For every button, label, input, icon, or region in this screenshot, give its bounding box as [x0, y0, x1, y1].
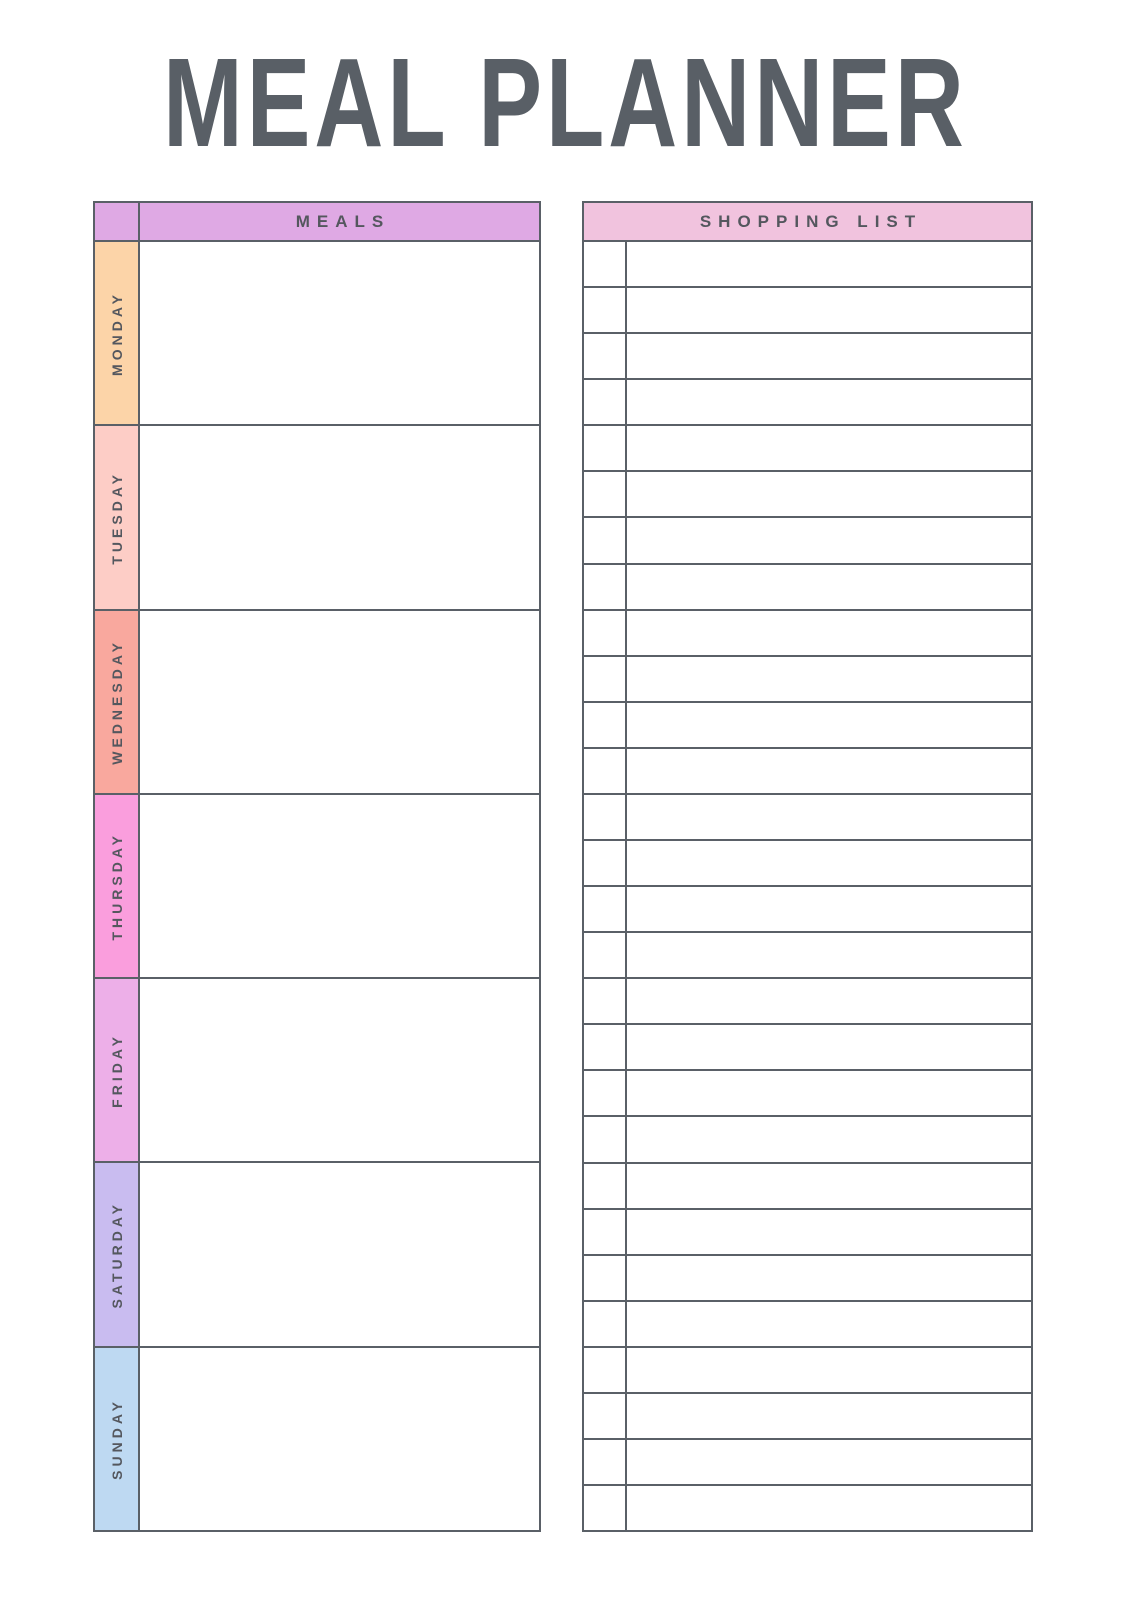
shopping-row: [584, 565, 1031, 611]
shopping-row: [584, 1164, 1031, 1210]
item-cell: [627, 887, 1031, 931]
item-cell: [627, 1025, 1031, 1069]
item-cell: [627, 933, 1031, 977]
shopping-row: [584, 887, 1031, 933]
day-row-saturday: [95, 1163, 539, 1347]
shopping-row: [584, 518, 1031, 564]
day-rows: [95, 242, 539, 1530]
checkbox-cell: [584, 472, 627, 516]
checkbox-cell: [584, 703, 627, 747]
shopping-row: [584, 611, 1031, 657]
item-cell: [627, 426, 1031, 470]
checkbox-cell: [584, 933, 627, 977]
checkbox-cell: [584, 334, 627, 378]
shopping-row: [584, 1071, 1031, 1117]
shopping-row: [584, 657, 1031, 703]
shopping-row: [584, 1486, 1031, 1530]
shopping-row: [584, 380, 1031, 426]
shopping-list-header: [584, 203, 1031, 242]
checkbox-cell: [584, 1256, 627, 1300]
day-label-saturday: [95, 1163, 140, 1345]
shopping-row: [584, 1440, 1031, 1486]
checkbox-cell: [584, 288, 627, 332]
checkbox-cell: [584, 518, 627, 562]
meal-cell-saturday: [140, 1163, 539, 1345]
checkbox-cell: [584, 1440, 627, 1484]
day-row-wednesday: [95, 611, 539, 795]
shopping-row: [584, 472, 1031, 518]
checkbox-cell: [584, 426, 627, 470]
item-cell: [627, 657, 1031, 701]
item-cell: [627, 472, 1031, 516]
checkbox-cell: [584, 1210, 627, 1254]
item-cell: [627, 979, 1031, 1023]
item-cell: [627, 1210, 1031, 1254]
checkbox-cell: [584, 242, 627, 286]
shopping-row: [584, 288, 1031, 334]
item-cell: [627, 288, 1031, 332]
page-title-text: MEAL PLANNER: [163, 32, 968, 173]
day-label-thursday: [95, 795, 140, 977]
meals-header-day-corner: [95, 203, 140, 240]
day-label-text-sunday: SUNDAY: [108, 1397, 125, 1480]
checkbox-cell: [584, 1348, 627, 1392]
shopping-row: [584, 841, 1031, 887]
checkbox-cell: [584, 749, 627, 793]
shopping-row: [584, 1256, 1031, 1302]
item-cell: [627, 1164, 1031, 1208]
shopping-row: [584, 703, 1031, 749]
checkbox-cell: [584, 887, 627, 931]
meal-cell-sunday: [140, 1348, 539, 1530]
item-cell: [627, 1348, 1031, 1392]
checkbox-cell: [584, 1394, 627, 1438]
shopping-row: [584, 242, 1031, 288]
day-label-friday: [95, 979, 140, 1161]
day-label-text-monday: MONDAY: [108, 290, 125, 376]
checkbox-cell: [584, 841, 627, 885]
checkbox-cell: [584, 795, 627, 839]
meal-cell-thursday: [140, 795, 539, 977]
item-cell: [627, 1394, 1031, 1438]
shopping-rows: [584, 242, 1031, 1530]
item-cell: [627, 1071, 1031, 1115]
checkbox-cell: [584, 1164, 627, 1208]
meal-cell-tuesday: [140, 426, 539, 608]
day-row-sunday: [95, 1348, 539, 1530]
meal-cell-friday: [140, 979, 539, 1161]
item-cell: [627, 749, 1031, 793]
meals-table: [93, 201, 541, 1532]
item-cell: [627, 1486, 1031, 1530]
shopping-row: [584, 933, 1031, 979]
day-row-monday: [95, 242, 539, 426]
item-cell: [627, 1256, 1031, 1300]
item-cell: [627, 841, 1031, 885]
item-cell: [627, 1440, 1031, 1484]
day-label-monday: [95, 242, 140, 424]
shopping-row: [584, 426, 1031, 472]
shopping-row: [584, 795, 1031, 841]
shopping-row: [584, 334, 1031, 380]
shopping-row: [584, 1117, 1031, 1163]
meal-cell-wednesday: [140, 611, 539, 793]
day-label-text-wednesday: WEDNESDAY: [108, 638, 125, 765]
shopping-row: [584, 1348, 1031, 1394]
shopping-row: [584, 1210, 1031, 1256]
day-label-sunday: [95, 1348, 140, 1530]
day-label-text-friday: FRIDAY: [108, 1032, 125, 1108]
shopping-row: [584, 979, 1031, 1025]
checkbox-cell: [584, 1302, 627, 1346]
meals-header: [95, 203, 539, 242]
shopping-list-header-label: SHOPPING LIST: [699, 211, 923, 231]
item-cell: [627, 703, 1031, 747]
page-title: [0, 32, 1131, 173]
shopping-row: [584, 749, 1031, 795]
checkbox-cell: [584, 565, 627, 609]
day-row-thursday: [95, 795, 539, 979]
checkbox-cell: [584, 1486, 627, 1530]
day-label-text-saturday: SATURDAY: [108, 1200, 125, 1309]
item-cell: [627, 795, 1031, 839]
shopping-row: [584, 1302, 1031, 1348]
day-label-text-thursday: THURSDAY: [108, 831, 125, 941]
checkbox-cell: [584, 1117, 627, 1161]
item-cell: [627, 380, 1031, 424]
day-label-text-tuesday: TUESDAY: [108, 470, 125, 565]
day-label-tuesday: [95, 426, 140, 608]
day-row-friday: [95, 979, 539, 1163]
meals-header-label: MEALS: [295, 211, 391, 231]
item-cell: [627, 611, 1031, 655]
checkbox-cell: [584, 611, 627, 655]
shopping-list-table: [582, 201, 1033, 1532]
item-cell: [627, 1302, 1031, 1346]
item-cell: [627, 242, 1031, 286]
checkbox-cell: [584, 979, 627, 1023]
checkbox-cell: [584, 1025, 627, 1069]
checkbox-cell: [584, 657, 627, 701]
item-cell: [627, 334, 1031, 378]
shopping-row: [584, 1394, 1031, 1440]
item-cell: [627, 565, 1031, 609]
meal-cell-monday: [140, 242, 539, 424]
item-cell: [627, 1117, 1031, 1161]
day-label-wednesday: [95, 611, 140, 793]
day-row-tuesday: [95, 426, 539, 610]
item-cell: [627, 518, 1031, 562]
checkbox-cell: [584, 1071, 627, 1115]
checkbox-cell: [584, 380, 627, 424]
shopping-row: [584, 1025, 1031, 1071]
